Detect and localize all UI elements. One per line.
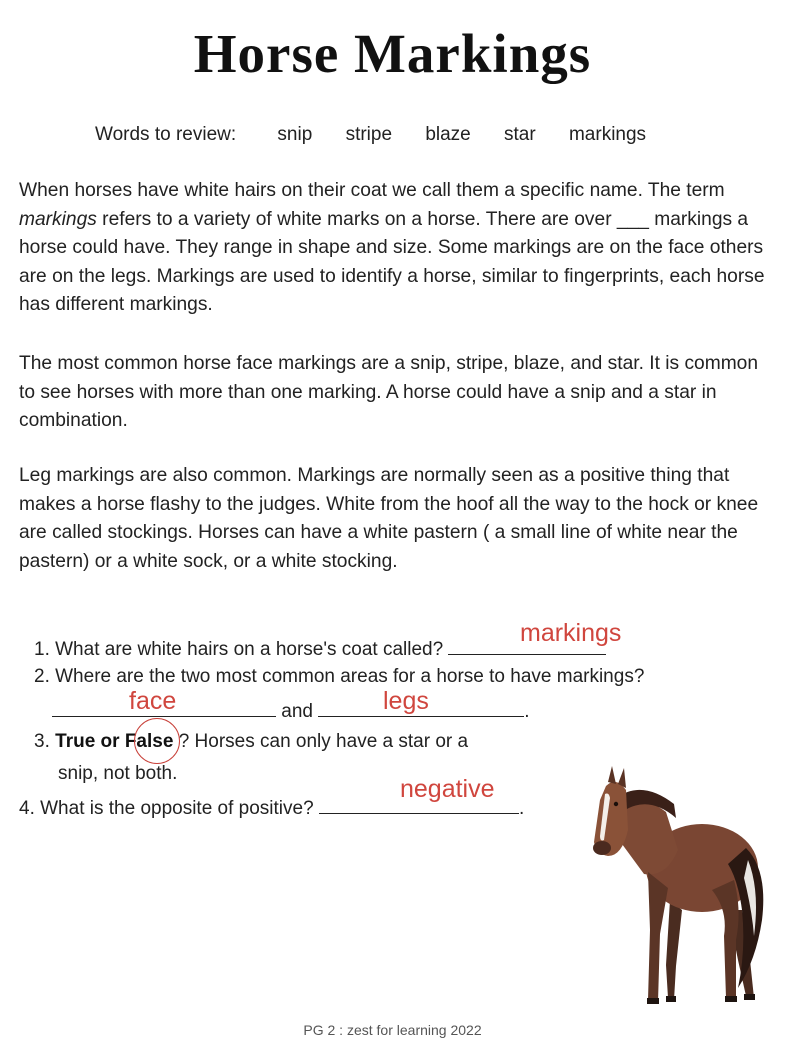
answer-2-legs: legs — [383, 687, 429, 715]
review-word-snip: snip — [277, 124, 313, 145]
paragraph-intro-part-a: When horses have white hairs on their coat we call them a specific name. The term — [19, 180, 725, 201]
answer-4: negative — [400, 775, 495, 803]
review-word-blaze: blaze — [425, 124, 471, 145]
question-1-text: 1. What are white hairs on a horse's coat called? — [34, 639, 444, 660]
paragraph-intro-emphasis: markings — [19, 208, 97, 230]
horse-hoof-4 — [744, 994, 755, 1000]
paragraph-leg-markings: Leg markings are also common. Markings are normally seen as a positive thing that makes a horse flashy to the judges. White from the hoof all the way to the hock or knee are called stockings. Horses can have a white pastern ( a small line of white near the pastern) or a white sock, or a white stocking. — [19, 465, 759, 572]
question-3-true-or-false: True or False — [55, 731, 174, 752]
horse-illustration — [578, 760, 778, 1020]
horse-hoof-3 — [725, 996, 737, 1002]
question-2-period: . — [524, 701, 530, 722]
question-4-period: . — [518, 798, 525, 819]
question-3-number: 3. — [34, 731, 50, 752]
review-word-markings: markings — [568, 124, 647, 145]
horse-muzzle — [593, 841, 611, 855]
paragraph-intro-part-b: refers to a variety of white marks on a horse. There are over ___ markings a horse could have. They range in shape and size. Some markings are on the face others are on the legs. Markings are used to identify a horse, similar to fingerprints, each horse has different markings. — [19, 208, 765, 315]
horse-ear-left — [608, 766, 616, 784]
question-3-line-2: snip, not both. — [58, 763, 178, 784]
question-4-text: 4. What is the opposite of positive? — [19, 798, 314, 819]
review-label: Words to review: — [95, 124, 237, 145]
question-2-and: and — [281, 701, 313, 722]
horse-far-front-leg — [666, 900, 682, 1000]
question-3-text: ? Horses can only have a star or a — [173, 731, 469, 752]
answer-1: markings — [520, 619, 622, 647]
question-2-answers-line — [52, 698, 530, 723]
review-word-stripe: stripe — [345, 124, 393, 145]
question-2: 2. Where are the two most common areas for a horse to have markings? — [34, 666, 645, 687]
question-3 — [34, 731, 468, 753]
page-title: Horse Markings — [193, 23, 592, 84]
horse-near-front-leg — [648, 872, 668, 1002]
answer-3-circle-false — [134, 718, 180, 764]
paragraph-intro — [19, 177, 769, 320]
answer-2-face: face — [129, 687, 177, 715]
horse-eye — [614, 802, 618, 806]
words-to-review — [95, 124, 674, 146]
horse-hoof-1 — [647, 998, 659, 1004]
paragraph-face-markings: The most common horse face markings are a snip, stripe, blaze, and star. It is common to see horses with more than one marking. A horse could have a snip and a star in combination. — [19, 353, 759, 431]
horse-hoof-2 — [666, 996, 676, 1002]
review-word-star: star — [504, 124, 536, 145]
page-footer: PG 2 : zest for learning 2022 — [303, 1022, 482, 1038]
